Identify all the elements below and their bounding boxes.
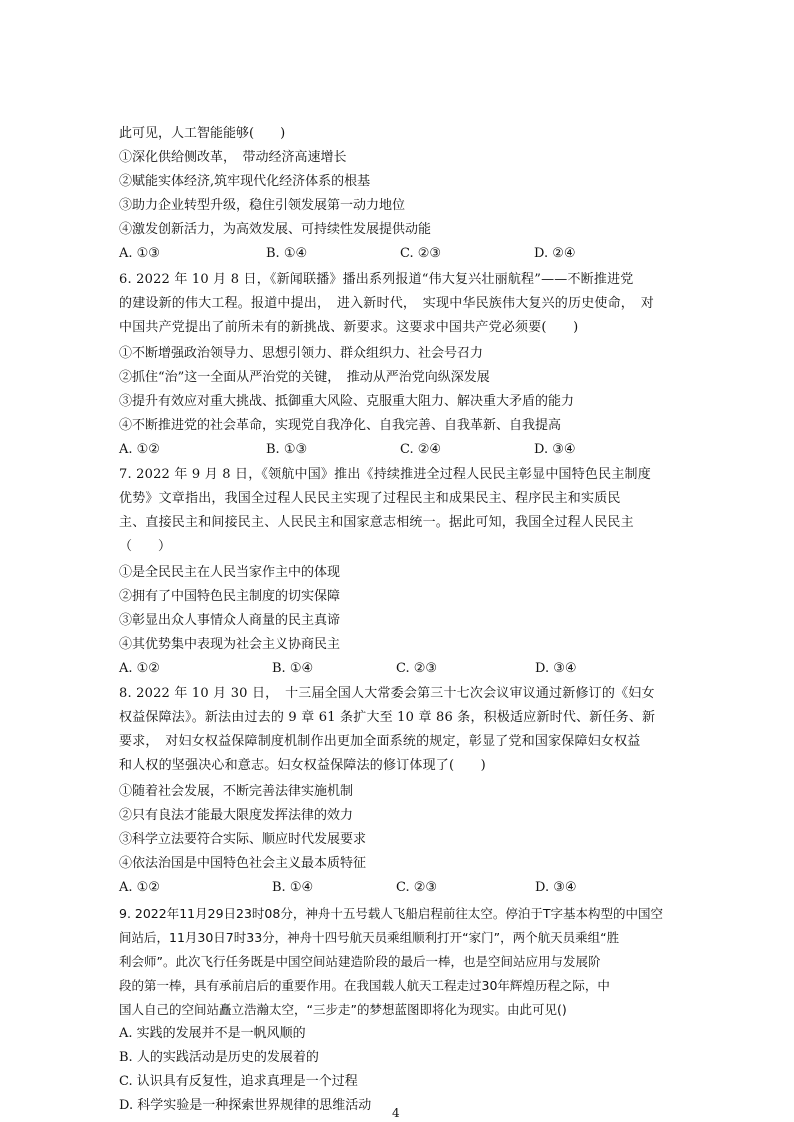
q5-item-2: ②赋能实体经济,筑牢现代化经济体系的根基 xyxy=(119,174,371,189)
q6-option-a: A. ①② xyxy=(119,442,160,457)
q8-item-4: ④依法治国是中国特色社会主义最本质特征 xyxy=(119,856,367,871)
q9-option-a: A. 实践的发展并不是一帆风顺的 xyxy=(119,1026,306,1041)
q7-item-3: ③彰显出众人事情众人商量的民主真谛 xyxy=(119,613,341,628)
q8-stem-line-1: 8. 2022 年 10 月 30 日， 十三届全国人大常委会第三十七次会议审议通过新修订的《妇女 xyxy=(119,686,655,701)
page-number: 4 xyxy=(392,1106,400,1120)
q6-item-2: ②抓住“治”这一全面从严治党的关键， 推动从严治党向纵深发展 xyxy=(119,370,490,385)
q9-stem-line-3: 利会师”。此次飞行任务既是中国空间站建造阶段的最后一棒，也是空间站应用与发展阶 xyxy=(119,954,601,969)
q5-option-b: B. ①④ xyxy=(266,246,308,261)
q6-stem-line-3: 中国共产党提出了前所未有的新挑战、新要求。这要求中国共产党必须要( ) xyxy=(119,320,579,335)
q8-stem-line-3: 要求， 对妇女权益保障制度机制作出更加全面系统的规定，彰显了党和国家保障妇女权益 xyxy=(119,734,641,749)
q9-stem-line-2: 间站后，11月30日7时33分，神舟十四号航天员乘组顺利打开“家门”，两个航天员乘组“胜 xyxy=(119,930,620,945)
q9-stem-line-4: 段的第一棒，具有承前启后的重要作用。在我国载人航天工程走过30年辉煌历程之际，中 xyxy=(119,978,610,993)
q5-item-3: ③助力企业转型升级，稳住引领发展第一动力地位 xyxy=(119,198,406,213)
q9-option-c: C. 认识具有反复性，追求真理是一个过程 xyxy=(119,1074,358,1089)
q5-item-4: ④激发创新活力，为高效发展、可持续性发展提供动能 xyxy=(119,222,432,237)
q5-option-d: D. ②④ xyxy=(534,246,576,261)
q8-option-c: C. ②③ xyxy=(396,880,438,895)
q6-item-1: ①不断增强政治领导力、思想引领力、群众组织力、社会号召力 xyxy=(119,346,484,361)
q5-item-1: ①深化供给侧改革， 带动经济高速增长 xyxy=(119,150,347,165)
q6-stem-line-1: 6. 2022 年 10 月 8 日，《新闻联播》播出系列报道“伟大复兴壮丽航程”——不断推进党 xyxy=(119,272,634,287)
q7-stem-line-1: 7. 2022 年 9 月 8 日，《领航中国》推出《持续推进全过程人民民主彰显中国特色民主制度 xyxy=(119,467,651,482)
q6-option-c: C. ②④ xyxy=(400,442,442,457)
q8-stem-line-4: 和人权的坚强决心和意志。妇女权益保障法的修订体现了( ) xyxy=(119,758,486,773)
q7-option-b: B. ①④ xyxy=(272,661,314,676)
q5-option-a: A. ①③ xyxy=(119,246,160,261)
q9-stem-line-5: 国人自己的空间站矗立浩瀚太空，“三步走”的梦想蓝图即将化为现实。由此可见() xyxy=(119,1002,567,1017)
q8-item-3: ③科学立法要符合实际、顺应时代发展要求 xyxy=(119,832,367,847)
q7-option-a: A. ①② xyxy=(119,661,160,676)
q6-item-3: ③提升有效应对重大挑战、抵御重大风险、克服重大阻力、解决重大矛盾的能力 xyxy=(119,394,575,409)
q7-stem-line-2: 优势》文章指出，我国全过程人民民主实现了过程民主和成果民主、程序民主和实质民 xyxy=(119,491,621,506)
q6-stem-line-2: 的建设新的伟大工程。报道中提出， 进入新时代， 实现中华民族伟大复兴的历史使命， 对 xyxy=(119,296,654,311)
q8-option-b: B. ①④ xyxy=(272,880,314,895)
q6-option-b: B. ①③ xyxy=(266,442,308,457)
q6-option-d: D. ③④ xyxy=(534,442,576,457)
q7-item-1: ①是全民民主在人民当家作主中的体现 xyxy=(119,565,341,580)
q5-option-c: C. ②③ xyxy=(400,246,442,261)
q6-item-4: ④不断推进党的社会革命，实现党自我净化、自我完善、自我革新、自我提高 xyxy=(119,418,562,433)
q7-option-c: C. ②③ xyxy=(396,661,438,676)
q8-item-2: ②只有良法才能最大限度发挥法律的效力 xyxy=(119,808,354,823)
q7-option-d: D. ③④ xyxy=(535,661,577,676)
q7-item-4: ④其优势集中表现为社会主义协商民主 xyxy=(119,637,341,652)
q8-option-a: A. ①② xyxy=(119,880,160,895)
q7-stem-line-3: 主、直接民主和间接民主、人民民主和国家意志相统一。据此可知，我国全过程人民民主 xyxy=(119,515,634,530)
q8-stem-line-2: 权益保障法》。新法由过去的 9 章 61 条扩大至 10 章 86 条，积极适应新时代、新任务、新 xyxy=(119,710,656,725)
q8-option-d: D. ③④ xyxy=(535,880,577,895)
q9-option-b: B. 人的实践活动是历史的发展着的 xyxy=(119,1050,319,1065)
q9-option-d: D. 科学实验是一种探索世界规律的思维活动 xyxy=(119,1098,372,1113)
q8-item-1: ①随着社会发展，不断完善法律实施机制 xyxy=(119,784,354,799)
q7-stem-line-4: （ ） xyxy=(119,539,172,554)
q5-stem: 此可见，人工智能能够( ) xyxy=(119,126,286,141)
q7-item-2: ②拥有了中国特色民主制度的切实保障 xyxy=(119,589,341,604)
q9-stem-line-1: 9. 2022年11月29日23时08分，神舟十五号载人飞船启程前往太空。停泊于T字基本构型的中国空 xyxy=(119,906,663,921)
